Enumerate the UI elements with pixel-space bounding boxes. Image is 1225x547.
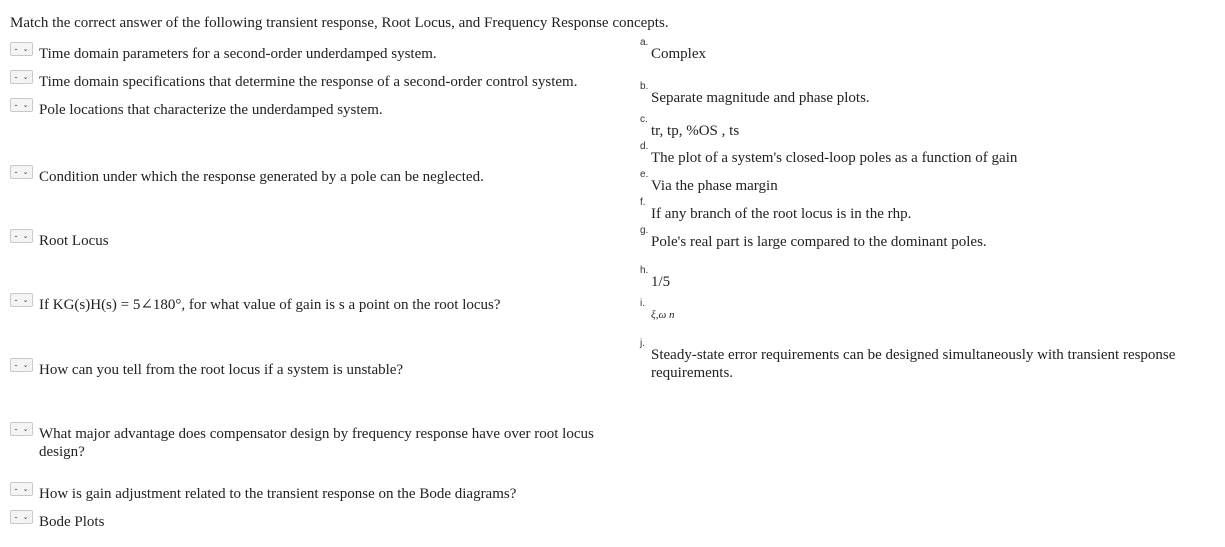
option-letter: e. bbox=[640, 169, 649, 180]
option-text: Steady-state error requirements can be designed simultaneously with transient response requirements. bbox=[651, 347, 1176, 381]
question-text: Time domain specifications that determine the response of a second-order control system. bbox=[39, 74, 578, 90]
question-text: Pole locations that characterize the underdamped system. bbox=[39, 102, 383, 118]
option-letter: h. bbox=[640, 265, 649, 276]
option-text: Complex bbox=[651, 46, 706, 62]
answer-select[interactable] bbox=[10, 229, 33, 243]
chevron-down-icon: ⌄ bbox=[22, 425, 29, 433]
option-text: Pole's real part is large compared to the dominant poles. bbox=[651, 234, 987, 250]
chevron-down-icon: ⌄ bbox=[22, 361, 29, 369]
option-letter: d. bbox=[640, 141, 649, 152]
option-text: The plot of a system's closed-loop poles as a function of gain bbox=[651, 150, 1018, 166]
chevron-down-icon: ⌄ bbox=[22, 45, 29, 53]
option-letter: g. bbox=[640, 225, 649, 236]
chevron-down-icon: ⌄ bbox=[22, 296, 29, 304]
option-text: ξ,ω n bbox=[651, 309, 675, 321]
option-text: If any branch of the root locus is in the rhp. bbox=[651, 206, 912, 222]
chevron-down-icon: ⌄ bbox=[22, 101, 29, 109]
answer-select[interactable] bbox=[10, 358, 33, 372]
select-value: - bbox=[14, 72, 18, 82]
answer-select[interactable] bbox=[10, 165, 33, 179]
answer-select[interactable] bbox=[10, 482, 33, 496]
question-text: Root Locus bbox=[39, 233, 109, 249]
question-text: How is gain adjustment related to the transient response on the Bode diagrams? bbox=[39, 486, 517, 502]
answer-select[interactable] bbox=[10, 293, 33, 307]
answer-select[interactable] bbox=[10, 42, 33, 56]
option-letter: j. bbox=[640, 338, 645, 349]
select-value: - bbox=[14, 360, 18, 370]
select-value: - bbox=[14, 424, 18, 434]
answer-select[interactable] bbox=[10, 98, 33, 112]
page-title: Match the correct answer of the following transient response, Root Locus, and Frequency Response concepts. bbox=[10, 15, 669, 31]
option-text: 1/5 bbox=[651, 274, 671, 290]
select-value: - bbox=[14, 484, 18, 494]
option-text: Via the phase margin bbox=[651, 178, 778, 194]
option-letter: f. bbox=[640, 197, 646, 208]
select-value: - bbox=[14, 295, 18, 305]
option-text: Separate magnitude and phase plots. bbox=[651, 90, 870, 106]
option-letter: a. bbox=[640, 37, 649, 48]
question-text: Time domain parameters for a second-order underdamped system. bbox=[39, 46, 437, 62]
select-value: - bbox=[14, 44, 18, 54]
select-value: - bbox=[14, 231, 18, 241]
question-text: If KG(s)H(s) = 5∠180°, for what value of gain is s a point on the root locus? bbox=[39, 297, 501, 313]
chevron-down-icon: ⌄ bbox=[22, 485, 29, 493]
question-text: Bode Plots bbox=[39, 514, 105, 530]
select-value: - bbox=[14, 100, 18, 110]
answer-select[interactable] bbox=[10, 70, 33, 84]
option-letter: b. bbox=[640, 81, 649, 92]
chevron-down-icon: ⌄ bbox=[22, 73, 29, 81]
select-value: - bbox=[14, 167, 18, 177]
answer-select[interactable] bbox=[10, 510, 33, 524]
option-letter: i. bbox=[640, 298, 645, 309]
option-letter: c. bbox=[640, 114, 648, 125]
question-text: How can you tell from the root locus if a system is unstable? bbox=[39, 362, 404, 378]
question-text: What major advantage does compensator design by frequency response have over root locus design? bbox=[39, 426, 594, 460]
answer-select[interactable] bbox=[10, 422, 33, 436]
option-text: tr, tp, %OS , ts bbox=[651, 123, 740, 139]
chevron-down-icon: ⌄ bbox=[22, 168, 29, 176]
chevron-down-icon: ⌄ bbox=[22, 232, 29, 240]
select-value: - bbox=[14, 512, 18, 522]
chevron-down-icon: ⌄ bbox=[22, 513, 29, 521]
question-text: Condition under which the response generated by a pole can be neglected. bbox=[39, 169, 484, 185]
